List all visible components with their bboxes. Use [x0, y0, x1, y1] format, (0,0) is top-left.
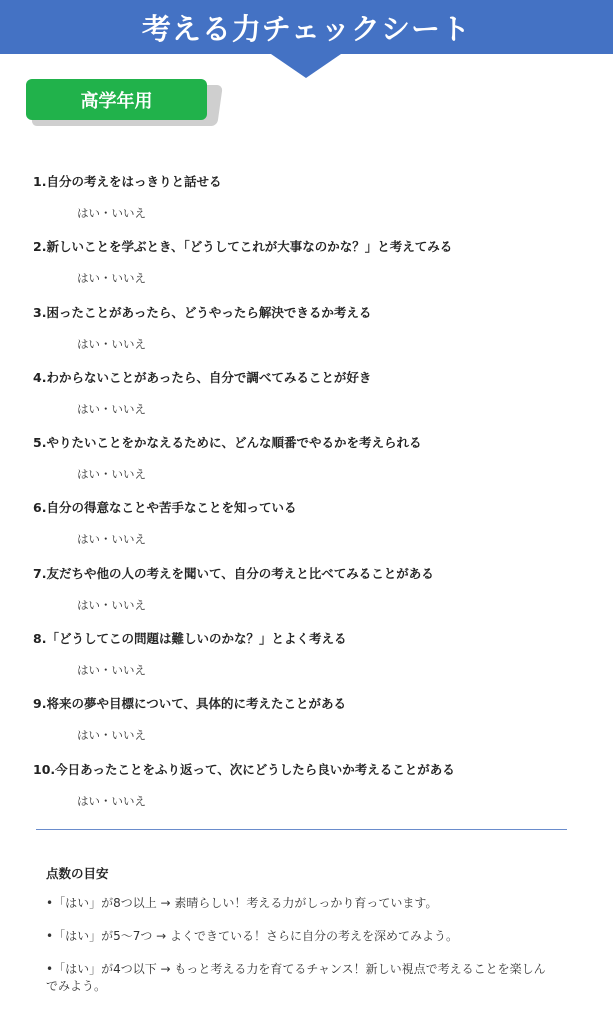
- answer-options: はい・いいえ: [77, 793, 146, 808]
- question-text: 8.「どうしてこの問題は難しいのかな？」とよく考える: [33, 631, 347, 647]
- question-item: [33, 170, 603, 235]
- answer-options: はい・いいえ: [77, 467, 146, 482]
- question-item: [33, 496, 603, 561]
- answer-options: はい・いいえ: [77, 401, 146, 416]
- question-text: 9.将来の夢や目標について、具体的に考えたことがある: [33, 696, 346, 712]
- grade-badge-wrapper: [26, 79, 207, 120]
- question-item: [33, 758, 603, 823]
- grade-badge: 高学年用: [26, 79, 207, 120]
- question-item: [33, 692, 603, 757]
- answer-options: はい・いいえ: [77, 597, 146, 612]
- answer-options: はい・いいえ: [77, 663, 146, 678]
- score-guide: [46, 862, 546, 1011]
- question-text: 1.自分の考えをはっきりと話せる: [33, 174, 222, 189]
- score-guide-title: 点数の目安: [46, 866, 109, 881]
- question-item: [33, 562, 603, 627]
- question-text: 3.困ったことがあったら、どうやったら解決できるか考える: [33, 304, 372, 320]
- question-item: [33, 235, 603, 300]
- question-text: 10.今日あったことをふり返って、次にどうしたら良いか考えることがある: [33, 761, 455, 777]
- question-text: 2.新しいことを学ぶとき、「どうしてこれが大事なのかな？」と考えてみる: [33, 239, 453, 255]
- answer-options: はい・いいえ: [77, 271, 146, 286]
- answer-options: はい・いいえ: [77, 532, 146, 547]
- answer-options: はい・いいえ: [77, 206, 146, 220]
- score-guide-item: •「はい」が8つ以上 → 素晴らしい！考える力がしっかり育っています。: [46, 896, 438, 910]
- question-item: [33, 627, 603, 692]
- question-list: [33, 170, 603, 823]
- score-guide-item: •「はい」が5〜7つ → よくできている！さらに自分の考えを深めてみよう。: [46, 929, 459, 943]
- question-text: 6.自分の得意なことや苦手なことを知っている: [33, 500, 297, 516]
- answer-options: はい・いいえ: [77, 728, 146, 743]
- question-item: [33, 366, 603, 431]
- question-text: 7.友だちや他の人の考えを聞いて、自分の考えと比べてみることがある: [33, 565, 434, 581]
- header-arrow-shape: [271, 54, 341, 78]
- section-divider: [36, 829, 567, 830]
- question-text: 4.わからないことがあったら、自分で調べてみることが好き: [33, 369, 372, 385]
- header-banner: [0, 0, 613, 54]
- question-item: [33, 301, 603, 366]
- question-item: [33, 431, 603, 496]
- score-guide-item: •「はい」が4つ以下 → もっと考える力を育てるチャンス！新しい視点で考えることを楽しんでみよう。: [46, 962, 546, 993]
- question-text: 5.やりたいことをかなえるために、どんな順番でやるかを考えられる: [33, 435, 422, 451]
- page-title: 考える力チェックシート: [141, 11, 472, 46]
- answer-options: はい・いいえ: [77, 336, 146, 351]
